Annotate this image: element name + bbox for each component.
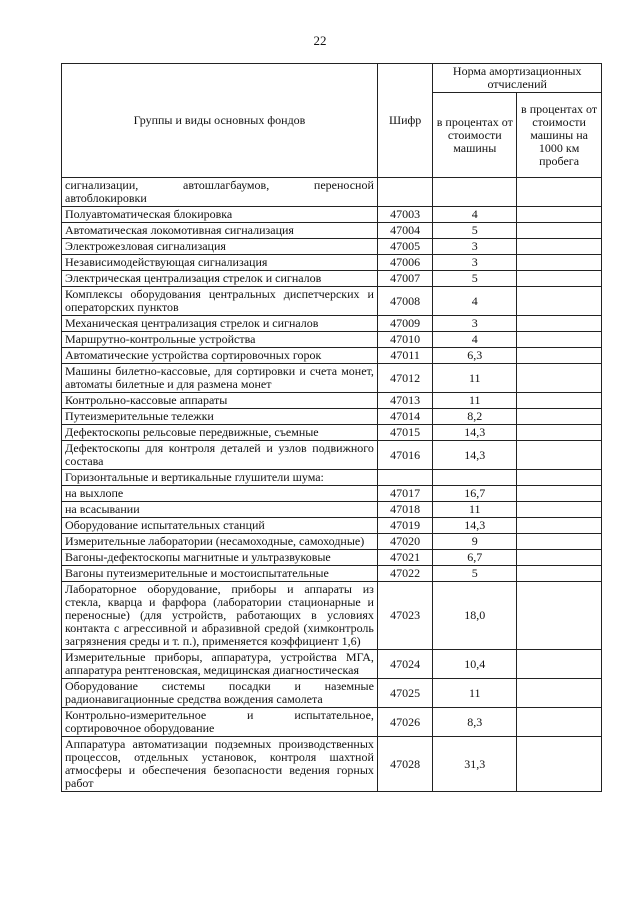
row-percent-cost: 4 [433, 332, 517, 348]
row-code: 47008 [377, 287, 433, 316]
row-percent-cost [433, 178, 517, 207]
header-percent-cost: в процентах от стоимости машины [433, 93, 517, 178]
row-code: 47006 [377, 255, 433, 271]
row-percent-1000km [517, 441, 602, 470]
row-percent-1000km [517, 287, 602, 316]
row-name: Дефектоскопы для контроля деталей и узлов подвижного состава [62, 441, 378, 470]
row-percent-cost: 18,0 [433, 582, 517, 650]
header-norm: Норма амортизационных отчислений [433, 64, 602, 93]
row-name: Горизонтальные и вертикальные глушители шума: [62, 470, 378, 486]
row-code: 47010 [377, 332, 433, 348]
row-code: 47011 [377, 348, 433, 364]
table-row [62, 425, 602, 441]
row-percent-cost: 5 [433, 223, 517, 239]
row-percent-cost: 14,3 [433, 518, 517, 534]
row-name: на выхлопе [62, 486, 378, 502]
row-percent-cost: 3 [433, 239, 517, 255]
row-percent-1000km [517, 425, 602, 441]
row-code: 47012 [377, 364, 433, 393]
table-row [62, 582, 602, 650]
table-body [62, 178, 602, 792]
row-name: на всасывании [62, 502, 378, 518]
row-percent-1000km [517, 486, 602, 502]
row-percent-cost: 3 [433, 316, 517, 332]
table-row [62, 348, 602, 364]
row-name: Автоматическая локомотивная сигнализация [62, 223, 378, 239]
row-name: Оборудование системы посадки и наземные радионавигационные средства вождения самолета [62, 679, 378, 708]
row-percent-1000km [517, 332, 602, 348]
row-percent-1000km [517, 364, 602, 393]
row-percent-cost: 10,4 [433, 650, 517, 679]
table-row [62, 207, 602, 223]
row-percent-1000km [517, 679, 602, 708]
row-name: Механическая централизация стрелок и сигналов [62, 316, 378, 332]
row-percent-cost: 6,7 [433, 550, 517, 566]
row-percent-1000km [517, 550, 602, 566]
row-percent-1000km [517, 566, 602, 582]
row-percent-cost: 3 [433, 255, 517, 271]
row-code: 47016 [377, 441, 433, 470]
row-name: сигнализации, автошлагбаумов, переносной автоблокировки [62, 178, 378, 207]
row-percent-cost: 16,7 [433, 486, 517, 502]
table-row [62, 364, 602, 393]
row-code: 47013 [377, 393, 433, 409]
row-percent-cost: 4 [433, 287, 517, 316]
table-row [62, 486, 602, 502]
depreciation-table [61, 63, 602, 792]
header-group: Группы и виды основных фондов [62, 64, 378, 178]
table-row [62, 441, 602, 470]
row-name: Маршрутно-контрольные устройства [62, 332, 378, 348]
row-percent-1000km [517, 393, 602, 409]
row-percent-cost: 4 [433, 207, 517, 223]
row-percent-1000km [517, 178, 602, 207]
row-percent-cost: 8,3 [433, 708, 517, 737]
row-code: 47009 [377, 316, 433, 332]
table-row [62, 470, 602, 486]
row-percent-cost: 31,3 [433, 737, 517, 792]
row-code: 47022 [377, 566, 433, 582]
row-percent-1000km [517, 518, 602, 534]
row-code: 47017 [377, 486, 433, 502]
row-code [377, 470, 433, 486]
row-code: 47015 [377, 425, 433, 441]
row-code: 47024 [377, 650, 433, 679]
row-code: 47014 [377, 409, 433, 425]
row-code [377, 178, 433, 207]
row-percent-cost: 8,2 [433, 409, 517, 425]
row-name: Электрическая централизация стрелок и сигналов [62, 271, 378, 287]
table-header-row [62, 64, 602, 93]
row-code: 47028 [377, 737, 433, 792]
row-percent-cost: 11 [433, 502, 517, 518]
row-code: 47007 [377, 271, 433, 287]
row-name: Машины билетно-кассовые, для сортировки и счета монет, автоматы билетные и для размена монет [62, 364, 378, 393]
row-percent-1000km [517, 737, 602, 792]
row-percent-cost: 14,3 [433, 425, 517, 441]
row-percent-cost: 11 [433, 393, 517, 409]
row-percent-cost: 11 [433, 364, 517, 393]
row-percent-1000km [517, 255, 602, 271]
row-code: 47018 [377, 502, 433, 518]
table-row [62, 550, 602, 566]
row-percent-1000km [517, 316, 602, 332]
row-percent-1000km [517, 223, 602, 239]
row-code: 47021 [377, 550, 433, 566]
row-name: Путеизмерительные тележки [62, 409, 378, 425]
row-percent-1000km [517, 650, 602, 679]
row-code: 47019 [377, 518, 433, 534]
row-percent-1000km [517, 239, 602, 255]
table-row [62, 316, 602, 332]
row-code: 47020 [377, 534, 433, 550]
row-name: Оборудование испытательных станций [62, 518, 378, 534]
row-code: 47025 [377, 679, 433, 708]
table-row [62, 737, 602, 792]
row-name: Вагоны путеизмерительные и мостоиспытательные [62, 566, 378, 582]
row-name: Электрожезловая сигнализация [62, 239, 378, 255]
row-percent-cost: 6,3 [433, 348, 517, 364]
table-row [62, 409, 602, 425]
row-name: Комплексы оборудования центральных диспетчерских и операторских пунктов [62, 287, 378, 316]
row-percent-1000km [517, 502, 602, 518]
row-name: Вагоны-дефектоскопы магнитные и ультразвуковые [62, 550, 378, 566]
row-name: Измерительные приборы, аппаратура, устройства МГА, аппаратура рентгеновская, медицинская диагностическая [62, 650, 378, 679]
row-code: 47005 [377, 239, 433, 255]
row-name: Независимодействующая сигнализация [62, 255, 378, 271]
row-code: 47004 [377, 223, 433, 239]
row-percent-cost [433, 470, 517, 486]
row-name: Аппаратура автоматизации подземных производственных процессов, отдельных установок, контроля шахтной атмосферы и обеспечения безопасности ведения горных работ [62, 737, 378, 792]
row-percent-cost: 5 [433, 271, 517, 287]
table-row [62, 223, 602, 239]
table-row [62, 393, 602, 409]
row-percent-1000km [517, 534, 602, 550]
table-row [62, 178, 602, 207]
table-row [62, 332, 602, 348]
row-percent-cost: 11 [433, 679, 517, 708]
row-name: Лабораторное оборудование, приборы и аппараты из стекла, кварца и фарфора (лаборатории стационарные и переносные) (для устройств, работающих в условиях контакта с агрессивной и абразивной средой (химконтроль загрязнения среды и т. п.), применяется коэффициент 1,6) [62, 582, 378, 650]
row-percent-1000km [517, 708, 602, 737]
row-percent-1000km [517, 409, 602, 425]
row-percent-1000km [517, 348, 602, 364]
row-name: Измерительные лаборатории (несамоходные, самоходные) [62, 534, 378, 550]
row-name: Автоматические устройства сортировочных горок [62, 348, 378, 364]
table-row [62, 708, 602, 737]
row-percent-1000km [517, 470, 602, 486]
row-percent-1000km [517, 582, 602, 650]
table-row [62, 679, 602, 708]
table-row [62, 502, 602, 518]
table-row [62, 518, 602, 534]
page-number: 22 [313, 33, 327, 48]
table-row [62, 287, 602, 316]
row-code: 47023 [377, 582, 433, 650]
table-row [62, 650, 602, 679]
row-name: Контрольно-кассовые аппараты [62, 393, 378, 409]
table-row [62, 255, 602, 271]
table-row [62, 566, 602, 582]
row-percent-1000km [517, 207, 602, 223]
table-row [62, 271, 602, 287]
row-name: Полуавтоматическая блокировка [62, 207, 378, 223]
row-percent-cost: 14,3 [433, 441, 517, 470]
table-row [62, 534, 602, 550]
row-name: Контрольно-измерительное и испытательное, сортировочное оборудование [62, 708, 378, 737]
header-code: Шифр [377, 64, 433, 178]
header-percent-1000km: в процентах от стоимости машины на 1000 км пробега [517, 93, 602, 178]
row-code: 47026 [377, 708, 433, 737]
table-row [62, 239, 602, 255]
row-code: 47003 [377, 207, 433, 223]
row-percent-cost: 5 [433, 566, 517, 582]
row-percent-cost: 9 [433, 534, 517, 550]
row-percent-1000km [517, 271, 602, 287]
row-name: Дефектоскопы рельсовые передвижные, съемные [62, 425, 378, 441]
